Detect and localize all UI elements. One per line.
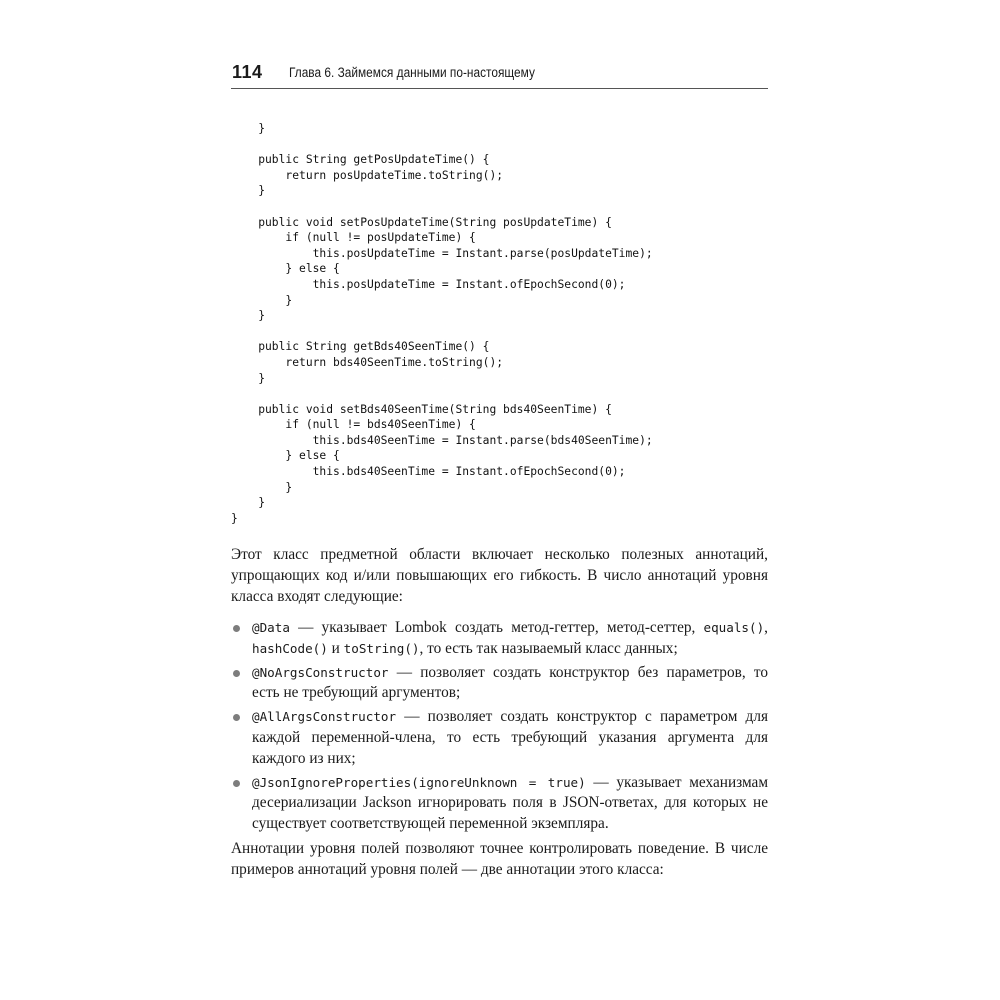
code-line: } else { bbox=[231, 449, 340, 463]
code-line: } bbox=[231, 480, 293, 494]
bullet-text: и bbox=[327, 639, 344, 657]
bullet-icon bbox=[233, 714, 240, 721]
code-line: } else { bbox=[231, 262, 340, 276]
book-page bbox=[231, 60, 769, 878]
annotation-code: @NoArgsConstructor bbox=[252, 664, 389, 680]
code-line: this.bds40SeenTime = Instant.parse(bds40SeenTime); bbox=[231, 433, 653, 447]
code-line: } bbox=[231, 371, 266, 385]
code-line: } bbox=[231, 309, 266, 323]
code-line bbox=[231, 386, 653, 402]
code-line: } bbox=[231, 122, 266, 135]
inline-code: toString() bbox=[343, 640, 420, 656]
bullet-text: — позволяет создать конструктор без параметров, то есть не требующий аргументов; bbox=[252, 663, 768, 702]
inline-code: equals() bbox=[703, 620, 765, 635]
list-item bbox=[231, 663, 768, 705]
running-head bbox=[231, 60, 768, 89]
list-item bbox=[231, 618, 768, 660]
intro-paragraph: Этот класс предметной области включает несколько полезных аннотаций, упрощающих код и/или повышающих его гибкость. В число аннотаций уровня класса входят следующие: bbox=[231, 546, 768, 605]
code-line: public String getBds40SeenTime() { bbox=[231, 340, 490, 354]
code-line: this.bds40SeenTime = Instant.ofEpochSecond(0); bbox=[231, 465, 626, 479]
code-line: this.posUpdateTime = Instant.parse(posUpdateTime); bbox=[231, 246, 653, 260]
bullet-text: , bbox=[764, 619, 768, 636]
code-line: this.posUpdateTime = Instant.ofEpochSecond(0); bbox=[231, 277, 626, 291]
code-line bbox=[231, 199, 653, 215]
code-line: if (null != bds40SeenTime) { bbox=[231, 418, 476, 432]
code-listing bbox=[231, 121, 653, 526]
code-line bbox=[231, 137, 653, 153]
code-line: return bds40SeenTime.toString(); bbox=[231, 355, 504, 369]
code-line: } bbox=[231, 184, 266, 198]
bullet-icon bbox=[233, 780, 240, 787]
inline-code: hashCode() bbox=[252, 640, 328, 656]
closing-paragraph: Аннотации уровня полей позволяют точнее контролировать поведение. В числе примеров аннотаций уровня полей — две аннотации этого класса: bbox=[231, 840, 768, 878]
code-line: } bbox=[231, 496, 266, 510]
code-line: public void setBds40SeenTime(String bds40SeenTime) { bbox=[231, 402, 612, 416]
annotation-code: @JsonIgnoreProperties(ignoreUnknown = true) bbox=[252, 774, 586, 790]
page-number: 114 bbox=[232, 62, 263, 82]
code-line: public void setPosUpdateTime(String posUpdateTime) { bbox=[231, 215, 612, 229]
annotation-list bbox=[231, 618, 768, 838]
bullet-icon bbox=[233, 670, 240, 677]
annotation-code: @Data bbox=[252, 620, 290, 635]
list-item bbox=[231, 707, 768, 769]
bullet-text: — указывает Lombok создать метод-геттер, метод-сеттер, bbox=[289, 619, 704, 636]
code-line: public String getPosUpdateTime() { bbox=[231, 153, 490, 167]
bullet-text: , то есть так называемый класс данных; bbox=[419, 639, 678, 657]
chapter-title: Глава 6. Займемся данными по-настоящему bbox=[289, 65, 535, 80]
code-line bbox=[231, 324, 653, 340]
bullet-text: — указывает механизмам десериализации Jackson игнорировать поля в JSON-ответах, для которых не существует соответствующей переменной экземпляра. bbox=[252, 773, 769, 833]
code-line: return posUpdateTime.toString(); bbox=[231, 168, 504, 182]
list-item bbox=[231, 773, 768, 835]
code-line: if (null != posUpdateTime) { bbox=[231, 231, 476, 245]
annotation-code: @AllArgsConstructor bbox=[252, 709, 397, 725]
bullet-text: — позволяет создать конструктор с параметром для каждой переменной-члена, то есть требующий указания аргумента для каждого из них; bbox=[252, 708, 768, 767]
code-line: } bbox=[231, 293, 293, 307]
code-line: } bbox=[231, 511, 238, 525]
bullet-icon bbox=[233, 625, 240, 632]
